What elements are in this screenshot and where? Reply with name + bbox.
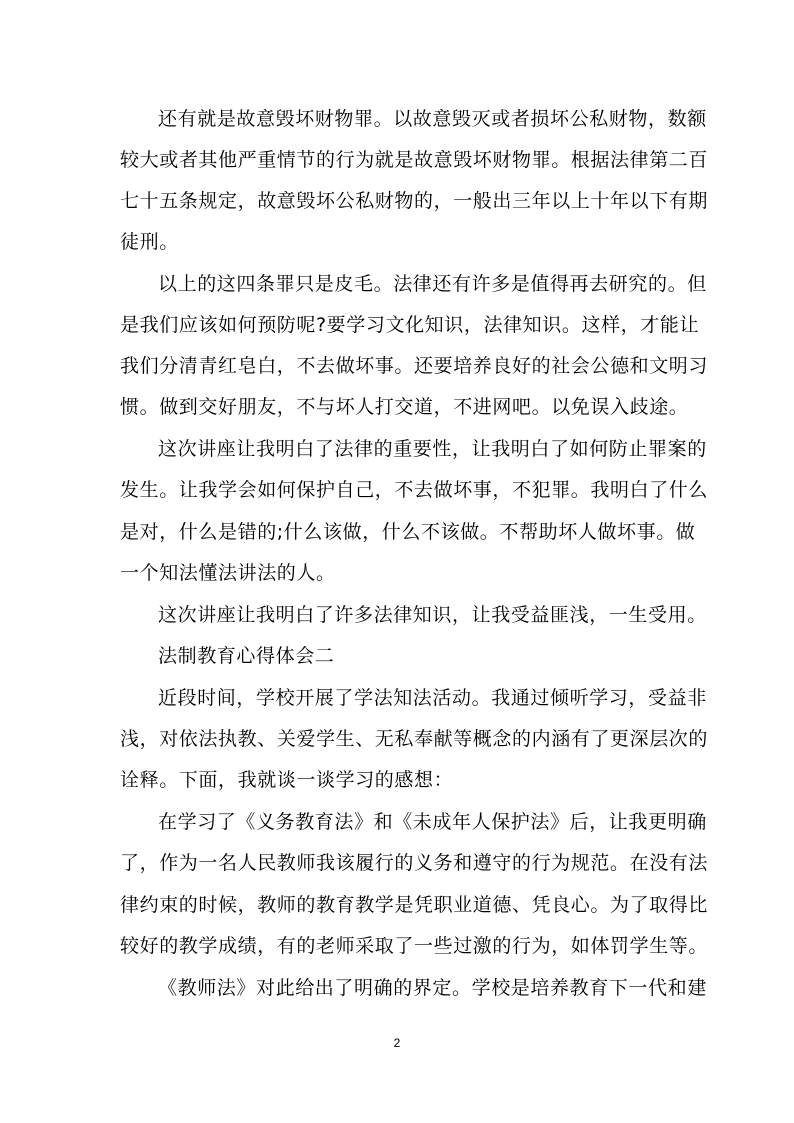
text-line: 较大或者其他严重情节的行为就是故意毁坏财物罪。根据法律第二百 xyxy=(120,149,709,171)
text-line: 七十五条规定，故意毁坏公私财物的，一般出三年以上十年以下有期 xyxy=(120,190,709,212)
text-line: 了，作为一名人民教师我该履行的义务和遵守的行为规范。在没有法 xyxy=(120,852,709,874)
section-heading: 法制教育心得体会二 xyxy=(158,645,335,667)
text-line: 《教师法》对此给出了明确的界定。学校是培养教育下一代和建 xyxy=(158,977,707,999)
text-line: 还有就是故意毁坏财物罪。以故意毁灭或者损坏公私财物，数额 xyxy=(158,108,707,130)
text-line: 一个知法懂法讲法的人。 xyxy=(120,562,336,584)
text-line: 律约束的时候，教师的教育教学是凭职业道德、凭良心。为了取得比 xyxy=(120,894,709,916)
text-line: 发生。让我学会如何保护自己，不去做坏事，不犯罪。我明白了什么 xyxy=(120,479,709,501)
text-line: 惯。做到交好朋友，不与坏人打交道，不进网吧。以免误入歧途。 xyxy=(120,396,689,418)
text-line: 这次讲座让我明白了许多法律知识，让我受益匪浅，一生受用。 xyxy=(158,604,707,626)
text-line: 我们分清青红皂白，不去做坏事。还要培养良好的社会公德和文明习 xyxy=(120,355,709,377)
text-line: 诠释。下面，我就谈一谈学习的感想： xyxy=(120,769,454,791)
text-line: 徒刑。 xyxy=(120,231,179,253)
text-line: 是我们应该如何预防呢?要学习文化知识，法律知识。这样，才能让 xyxy=(120,314,700,336)
text-line: 是对，什么是错的;什么该做，什么不该做。不帮助坏人做坏事。做 xyxy=(120,521,696,543)
text-line: 这次讲座让我明白了法律的重要性，让我明白了如何防止罪案的 xyxy=(158,438,707,460)
page-number: 2 xyxy=(393,1036,401,1050)
text-line: 近段时间，学校开展了学法知法活动。我通过倾听学习，受益非 xyxy=(158,687,707,709)
text-line: 浅，对依法执教、关爱学生、无私奉献等概念的内涵有了更深层次的 xyxy=(120,728,709,750)
text-line: 在学习了《义务教育法》和《未成年人保护法》后，让我更明确 xyxy=(158,811,707,833)
text-line: 较好的教学成绩，有的老师采取了一些过激的行为，如体罚学生等。 xyxy=(120,935,709,957)
text-line: 以上的这四条罪只是皮毛。法律还有许多是值得再去研究的。但 xyxy=(158,273,707,295)
